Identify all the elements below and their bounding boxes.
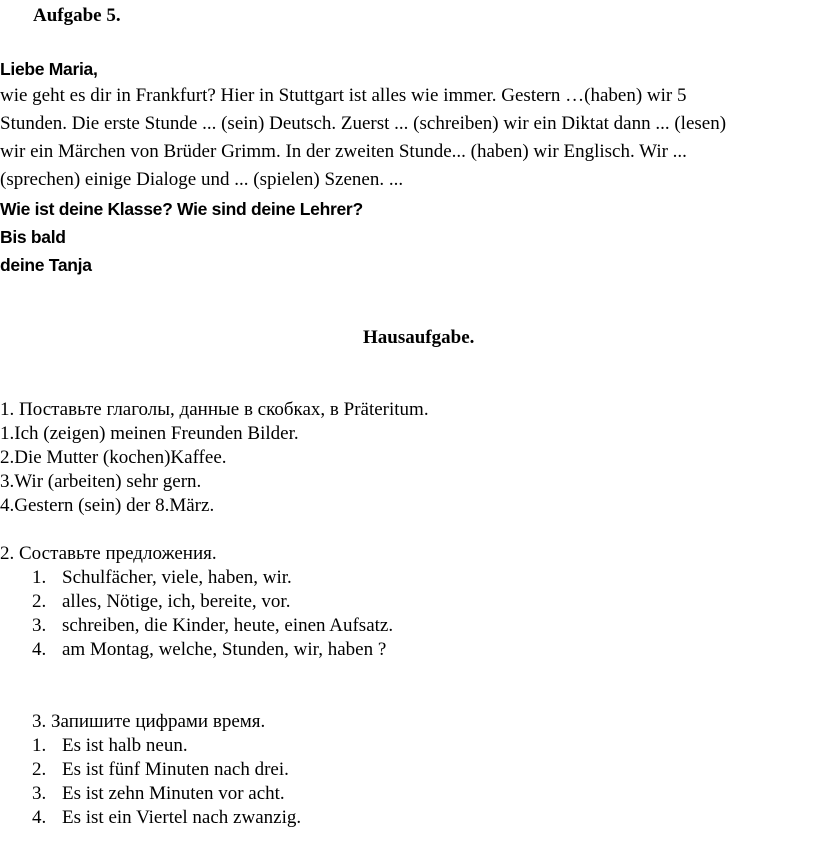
- letter-body-line: wie geht es dir in Frankfurt? Hier in Stuttgart ist alles wie immer. Gestern …(haben) wir 5: [0, 85, 687, 106]
- exercise3-item-number: 3.: [32, 783, 47, 804]
- exercise3-item-number: 1.: [32, 735, 47, 756]
- exercise2-item-text: Schulfächer, viele, haben, wir.: [62, 567, 292, 588]
- letter-greeting: Liebe Maria,: [0, 59, 98, 79]
- exercise2-heading: 2. Составьте предложения.: [0, 543, 217, 564]
- exercise2-item-number: 4.: [32, 639, 47, 660]
- exercise3-item-text: Es ist zehn Minuten vor acht.: [62, 783, 285, 804]
- exercise2-item-number: 2.: [32, 591, 47, 612]
- letter-body-line: wir ein Märchen von Brüder Grimm. In der zweiten Stunde... (haben) wir Englisch. Wir ...: [0, 141, 687, 162]
- exercise3-item-text: Es ist fünf Minuten nach drei.: [62, 759, 289, 780]
- exercise3-item-text: Es ist ein Viertel nach zwanzig.: [62, 807, 302, 828]
- exercise1-item: 4.Gestern (sein) der 8.März.: [0, 495, 215, 516]
- exercise1-item: 2.Die Mutter (kochen)Kaffee.: [0, 447, 227, 468]
- exercise3-item-number: 2.: [32, 759, 47, 780]
- homework-title: Hausaufgabe.: [363, 327, 475, 348]
- letter-question: Wie ist deine Klasse? Wie sind deine Lehrer?: [0, 199, 363, 219]
- exercise2-item-text: am Montag, welche, Stunden, wir, haben ?: [62, 639, 387, 660]
- letter-signature: deine Tanja: [0, 255, 92, 275]
- task-title: Aufgabe 5.: [33, 5, 121, 26]
- exercise2-item-number: 3.: [32, 615, 47, 636]
- exercise3-item-text: Es ist halb neun.: [62, 735, 188, 756]
- exercise2-item-text: schreiben, die Kinder, heute, einen Aufsatz.: [62, 615, 394, 636]
- exercise3-heading: 3. Запишите цифрами время.: [32, 711, 266, 732]
- exercise1-heading: 1. Поставьте глаголы, данные в скобках, в Präteritum.: [0, 399, 429, 420]
- exercise1-item: 1.Ich (zeigen) meinen Freunden Bilder.: [0, 423, 299, 444]
- exercise2-item-number: 1.: [32, 567, 47, 588]
- exercise3-item-number: 4.: [32, 807, 47, 828]
- letter-closing: Bis bald: [0, 227, 66, 247]
- letter-body-line: Stunden. Die erste Stunde ... (sein) Deutsch. Zuerst ... (schreiben) wir ein Diktat dann ... (lesen): [0, 113, 727, 134]
- exercise1-item: 3.Wir (arbeiten) sehr gern.: [0, 471, 202, 492]
- letter-body-line: (sprechen) einige Dialoge und ... (spielen) Szenen. ...: [0, 169, 404, 190]
- exercise2-item-text: alles, Nötige, ich, bereite, vor.: [62, 591, 291, 612]
